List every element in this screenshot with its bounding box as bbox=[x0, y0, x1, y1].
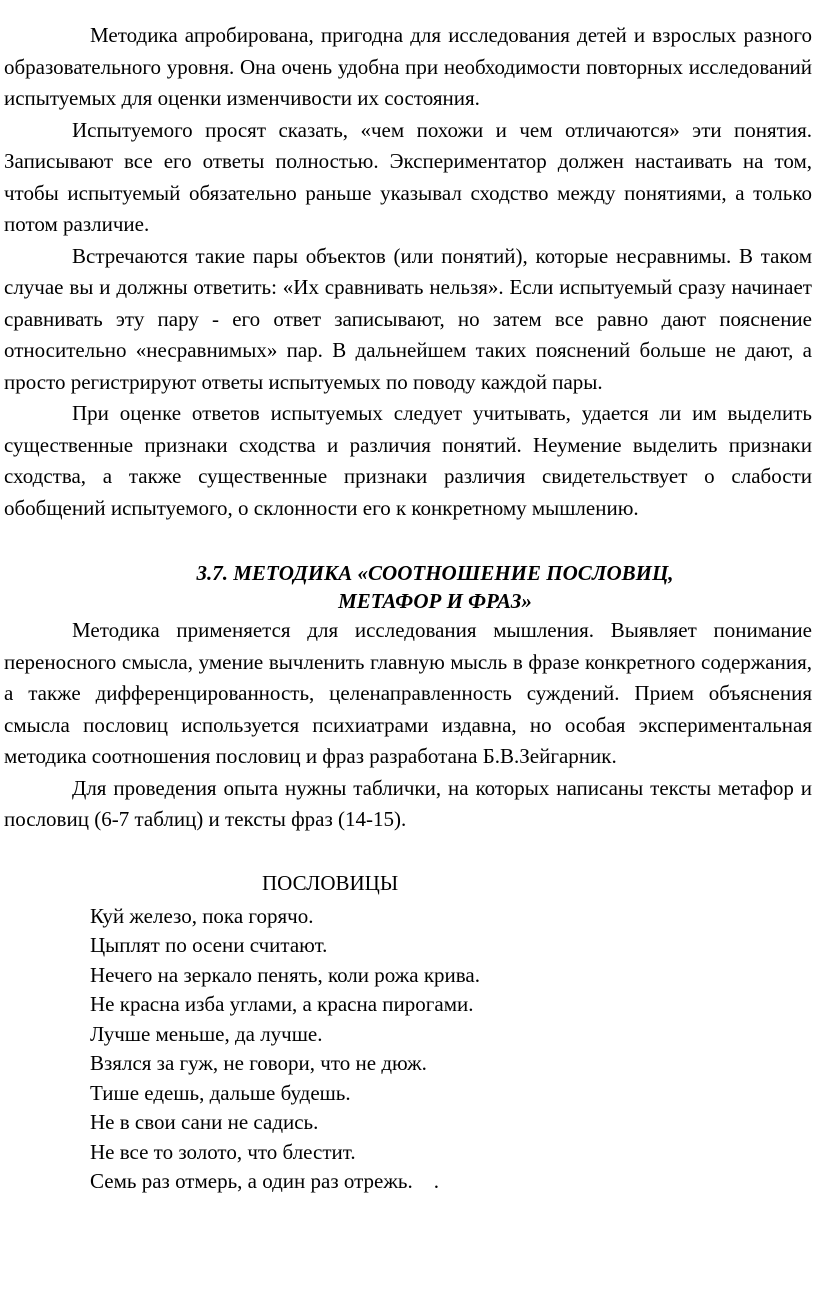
proverb-item: Тише едешь, дальше будешь. bbox=[90, 1080, 351, 1105]
proverbs-list bbox=[4, 902, 812, 1197]
proverb-item: Не в свои сани не садись. bbox=[90, 1110, 319, 1134]
proverb-item: Нечего на зеркало пенять, коли рожа крива. bbox=[90, 962, 480, 987]
section-heading bbox=[4, 559, 812, 615]
proverb-item: Куй железо, пока горячо. bbox=[90, 903, 314, 928]
proverbs-title: ПОСЛОВИЦЫ bbox=[262, 870, 399, 895]
paragraph-incomparable-pairs: Встречаются такие пары объектов (или понятий), которые несравнимы. В таком случае вы и должны ответить: «Их сравнивать нельзя». Если испытуемый сразу начинает сравнивать эту пару - его ответ записывают, но затем все равно дают пояснение относительно «несравнимых» пар. В дальнейшем таких пояснений больше не дают, а просто регистрируют ответы испытуемых по поводу каждой пары. bbox=[4, 243, 812, 394]
proverb-item: Взялся за гуж, не говори, что не дюж. bbox=[90, 1051, 427, 1075]
paragraph-method-approved: Методика апробирована, пригодна для исследования детей и взрослых разного образовательного уровня. Она очень удобна при необходимости повторных исследований испытуемых для оценки изменчивости их состояния. bbox=[4, 23, 812, 110]
section-heading-line-2: МЕТАФОР И ФРАЗ» bbox=[338, 589, 532, 613]
paragraph-answer-evaluation: При оценке ответов испытуемых следует учитывать, удается ли им выделить существенные признаки сходства и различия понятий. Неумение выделить признаки сходства, а также существенные признаки различия свидетельствует о слабости обобщений испытуемого, о склонности его к конкретному мышлению. bbox=[4, 401, 812, 520]
proverb-item: Цыплят по осени считают. bbox=[90, 933, 328, 957]
proverb-item: Не все то золото, что блестит. bbox=[90, 1139, 356, 1164]
proverb-item: Семь раз отмерь, а один раз отрежь. . bbox=[90, 1169, 439, 1193]
section-heading-line-1: 3.7. МЕТОДИКА «СООТНОШЕНИЕ ПОСЛОВИЦ, bbox=[196, 561, 674, 585]
paragraph-method-purpose: Методика применяется для исследования мышления. Выявляет понимание переносного смысла, умение вычленить главную мысль в фразе конкретного содержания, а также дифференцированность, целенаправленность суждений. Прием объяснения смысла пословиц используется психиатрами издавна, но особая экспериментальная методика соотношения пословиц и фраз разработана Б.В.Зейгарник. bbox=[4, 618, 812, 768]
document-page bbox=[4, 20, 812, 1197]
paragraph-subject-asked: Испытуемого просят сказать, «чем похожи и чем отличаются» эти понятия. Записывают все его ответы полностью. Экспериментатор должен настаивать на том, чтобы испытуемый обязательно раньше указывал сходство между понятиями, а только потом различие. bbox=[4, 117, 812, 236]
paragraph-experiment-materials: Для проведения опыта нужны таблички, на которых написаны тексты метафор и пословиц (6-7 таблиц) и тексты фраз (14-15). bbox=[4, 775, 812, 831]
proverb-item: Лучше меньше, да лучше. bbox=[90, 1021, 323, 1046]
proverb-item: Не красна изба углами, а красна пирогами. bbox=[90, 992, 474, 1016]
